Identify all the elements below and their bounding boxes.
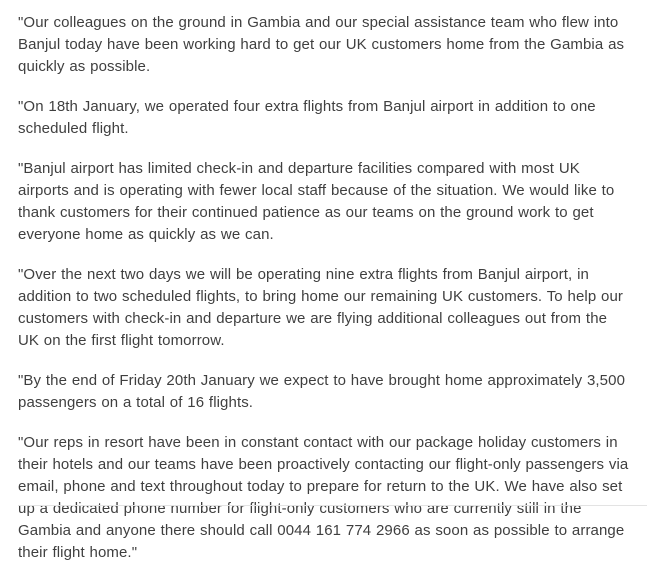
statement-paragraph-6: "Our reps in resort have been in constant contact with our package holiday customers in their hotels and our teams have been proactively contacting our flight-only passengers via email, phone and text throughout today to prepare for return to the UK. We have also set up a dedicated phone number for flight-only customers who are currently still in the Gambia and anyone there should call 0044 161 774 2966 as soon as possible to arrange their flight home.": [18, 434, 629, 561]
statement-paragraph-2: "On 18th January, we operated four extra flights from Banjul airport in addition to one scheduled flight.: [18, 98, 596, 137]
statement-paragraph-3: "Banjul airport has limited check-in and departure facilities compared with most UK airports and is operating with fewer local staff because of the situation. We would like to thank customers for their continued patience as our teams on the ground work to get everyone home as quickly as we can.: [18, 160, 615, 243]
statement-paragraph-1: "Our colleagues on the ground in Gambia and our special assistance team who flew into Banjul today have been working hard to get our UK customers home from the Gambia as quickly as possible.: [18, 14, 625, 75]
statement-paragraph-5: "By the end of Friday 20th January we expect to have brought home approximately 3,500 passengers on a total of 16 flights.: [18, 372, 626, 411]
bottom-divider: [18, 505, 647, 506]
statement-paragraph-4: "Over the next two days we will be operating nine extra flights from Banjul airport, in addition to two scheduled flights, to bring home our remaining UK customers. To help our customers with check-in and departure we are flying additional colleagues out from the UK on the first flight tomorrow.: [18, 266, 624, 349]
